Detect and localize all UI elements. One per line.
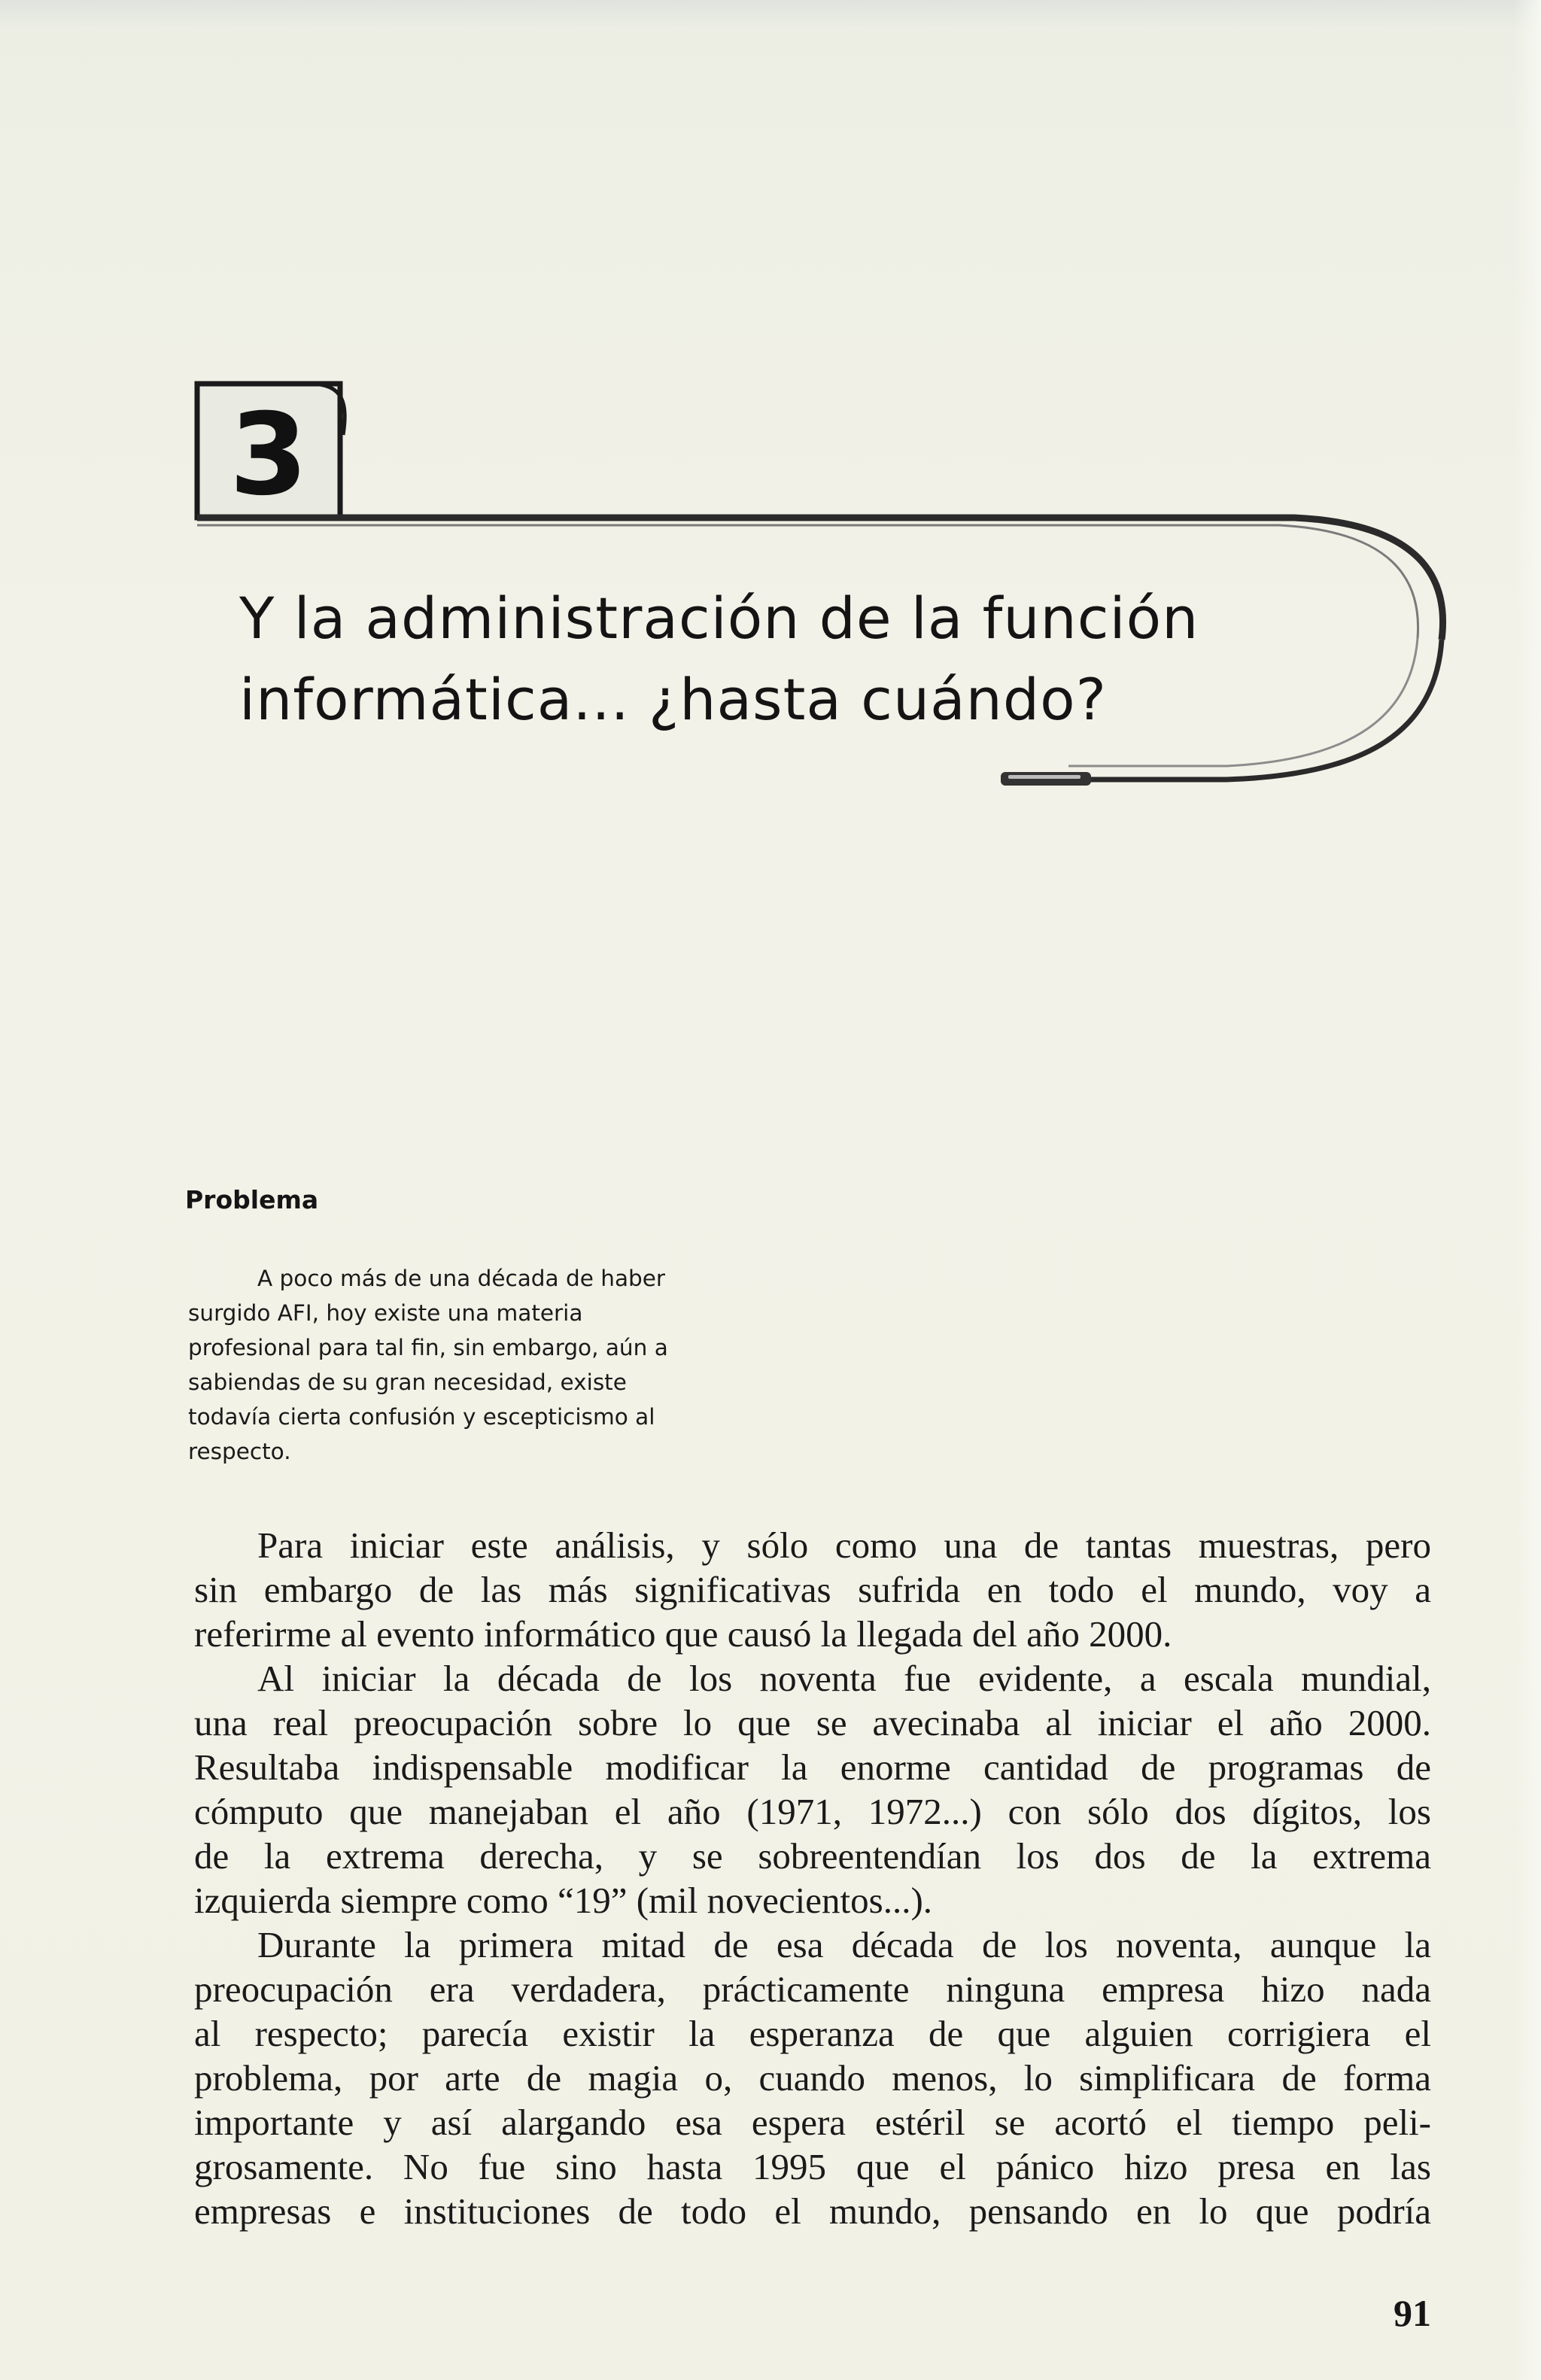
body-line: Para iniciar este análisis, y sólo como una de tantas muestras, pero — [257, 1524, 1431, 1566]
scan-right-edge — [1514, 0, 1541, 2380]
chapter-pointer-highlight — [1008, 775, 1081, 779]
body-line: cómputo que manejaban el año (1971, 1972...) con sólo dos dígitos, los — [194, 1791, 1431, 1832]
problem-line: profesional para tal fin, sin embargo, aún a — [188, 1335, 668, 1360]
body-line: problema, por arte de magia o, cuando menos, lo simplificara de forma — [194, 2057, 1431, 2099]
problem-line: surgido AFI, hoy existe una materia — [188, 1300, 583, 1326]
chapter-title — [239, 578, 1383, 740]
body-text — [194, 1523, 1431, 2233]
body-line: referirme al evento informático que causó la llegada del año 2000. — [194, 1613, 1172, 1655]
body-line: de la extrema derecha, y se sobreentendían los dos de la extrema — [194, 1835, 1431, 1877]
body-line: importante y así alargando esa espera estéril se acortó el tiempo peli- — [194, 2102, 1431, 2143]
body-line: una real preocupación sobre lo que se avecinaba al iniciar el año 2000. — [194, 1702, 1431, 1743]
body-line: Resultaba indispensable modificar la enorme cantidad de programas de — [194, 1746, 1431, 1788]
body-line: grosamente. No fue sino hasta 1995 que el pánico hizo presa en las — [194, 2146, 1431, 2187]
body-line: izquierda siempre como “19” (mil novecientos...). — [194, 1880, 933, 1921]
page-number: 91 — [1394, 2292, 1431, 2334]
problem-line: A poco más de una década de haber — [257, 1266, 666, 1291]
problem-text — [188, 1261, 760, 1469]
body-line: empresas e instituciones de todo el mundo, pensando en lo que podría — [194, 2190, 1431, 2232]
chapter-title-line-2: informática... ¿hasta cuándo? — [239, 666, 1107, 733]
chapter-title-line-1: Y la administración de la función — [239, 585, 1199, 652]
scan-top-edge — [0, 0, 1541, 29]
problem-heading: Problema — [185, 1185, 319, 1214]
problem-line: sabiendas de su gran necesidad, existe — [188, 1369, 627, 1395]
body-line: al respecto; parecía existir la esperanza de que alguien corrigiera el — [194, 2013, 1431, 2054]
body-line: sin embargo de las más significativas sufrida en todo el mundo, voy a — [194, 1569, 1431, 1610]
chapter-number: 3 — [229, 390, 309, 521]
problem-line: respecto. — [188, 1439, 291, 1464]
body-line: Al iniciar la década de los noventa fue evidente, a escala mundial, — [257, 1658, 1431, 1699]
problem-line: todavía cierta confusión y escepticismo al — [188, 1404, 655, 1430]
body-line: preocupación era verdadera, prácticamente ninguna empresa hizo nada — [194, 1968, 1431, 2010]
body-line: Durante la primera mitad de esa década de los noventa, aunque la — [257, 1924, 1431, 1965]
